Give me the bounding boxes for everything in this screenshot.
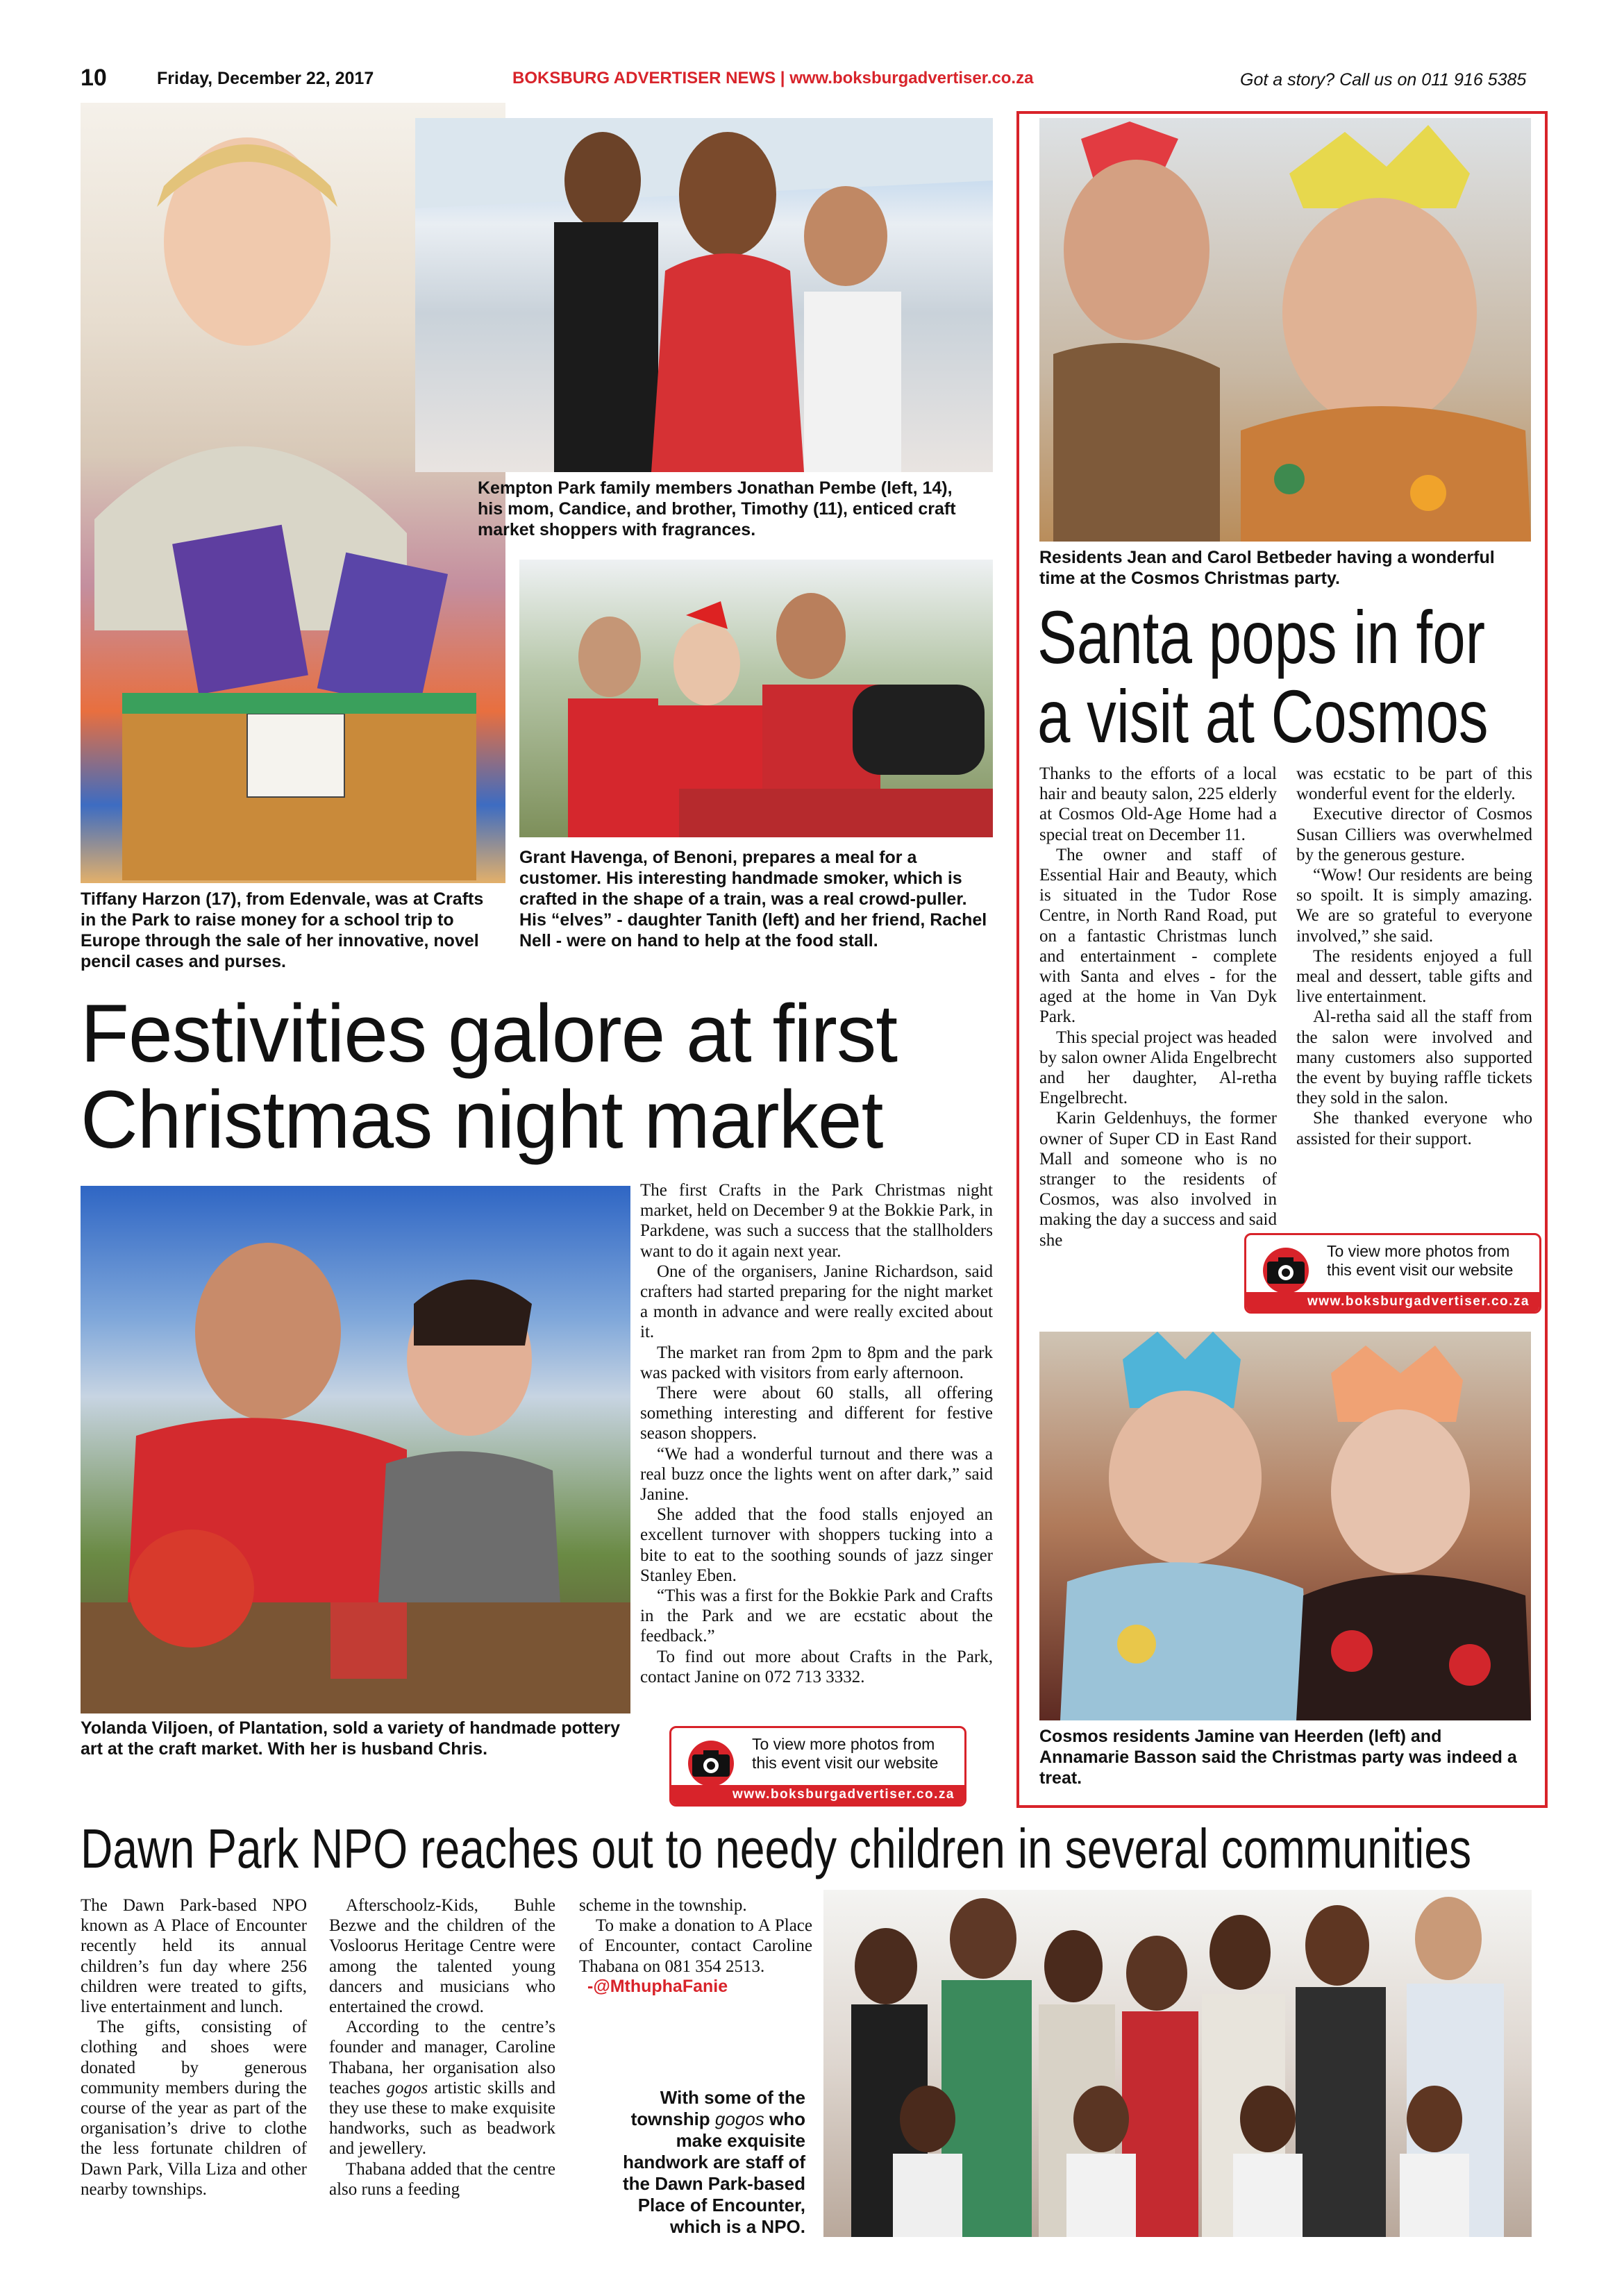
npo-col2-p2-b: artistic skills and they use these to make exquisite handworks, such as beadwork and jewellery. xyxy=(329,2078,556,2159)
caption-npo-b: who make exquisite handwork are staff of the Dawn Park-based Place of Encounter, which is a NPO. xyxy=(623,2109,805,2237)
santa-col1-p2: The owner and staff of Essential Hair and Beauty, which is situated in the Tudor Rose Centre, in North Rand Road, put on a fantastic Christmas lunch and entertainment - complete with Santa and elves - for the aged at the home in Van Dyk Park. xyxy=(1039,845,1277,1027)
photo-viljoen xyxy=(81,1186,630,1713)
market-body-p4: There were about 60 stalls, all offering something interesting and different for festive season shoppers. xyxy=(640,1384,993,1443)
santa-col2-p5: Al-retha said all the staff from the salon were involved and many customers also supported the event by buying raffle tickets they sold in the salon. xyxy=(1296,1007,1532,1108)
market-body-p1: The first Crafts in the Park Christmas night market, held on December 9 at the Bokkie Park, in Parkdene, was such a success that the stallholders want to do it again next year. xyxy=(640,1181,993,1261)
masthead: BOKSBURG ADVERTISER NEWS | www.boksburgadvertiser.co.za xyxy=(512,69,1034,87)
caption-cosmos-residents: Cosmos residents Jamine van Heerden (left) and Annamarie Basson said the Christmas party was indeed a treat. xyxy=(1039,1727,1517,1788)
photo-residents-art xyxy=(1039,1332,1531,1720)
npo-col2-p2-a: According to the centre’s founder and manager, Caroline Thabana, her organisation also teaches xyxy=(329,2018,555,2097)
header-tagline: Got a story? Call us on 011 916 5385 xyxy=(1240,70,1527,90)
market-body-p3: The market ran from 2pm to 8pm and the park was packed with visitors from early afternoon. xyxy=(640,1343,993,1382)
market-body-p5: “We had a wonderful turnout and there was a real buzz once the lights went on after dark,” said Janine. xyxy=(640,1444,993,1505)
santa-col2-p1: was ecstatic to be part of this wonderful event for the elderly. xyxy=(1296,764,1532,804)
market-body-p8: To find out more about Crafts in the Park, contact Janine on 072 713 3332. xyxy=(640,1647,993,1686)
caption-betbeder: Residents Jean and Carol Betbeder having a wonderful time at the Cosmos Christmas party. xyxy=(1039,548,1495,588)
caption-pembe: Kempton Park family members Jonathan Pembe (left, 14), his mom, Candice, and brother, Timothy (11), enticed craft market shoppers with fragrances. xyxy=(478,478,956,539)
santa-col1-p3: This special project was headed by salon owner Alida Engelbrecht and her daughter, Al-retha Engelbrecht. xyxy=(1039,1028,1277,1108)
npo-col2 xyxy=(329,1895,555,2199)
photo-havenga-art xyxy=(519,560,993,837)
santa-photo-promo[interactable] xyxy=(1244,1233,1541,1314)
npo-col1 xyxy=(81,1895,307,2199)
npo-col1-p2: The gifts, consisting of clothing and shoes were donated by generous community members during the course of the year as part of the organisation’s drive to clothe the less fortunate children of Dawn Park, Villa Liza and other nearby townships. xyxy=(81,2018,307,2199)
santa-col2 xyxy=(1296,764,1532,1149)
npo-col3-p2: To make a donation to A Place of Encounter, contact Caroline Thabana on 081 354 2513. xyxy=(579,1916,812,1976)
market-headline-line2: Christmas night market xyxy=(81,1074,883,1166)
santa-col1-p1: Thanks to the efforts of a local hair and beauty salon, 225 elderly at Cosmos Old-Age Home had a special treat on December 11. xyxy=(1039,764,1277,844)
photo-cosmos-residents xyxy=(1039,1332,1531,1720)
santa-col2-p3: “Wow! Our residents are being so spoilt. It is simply amazing. We are so grateful to everyone involved,” she said. xyxy=(1296,866,1532,946)
caption-tiffany: Tiffany Harzon (17), from Edenvale, was at Crafts in the Park to raise money for a school trip to Europe through the sale of her innovative, novel pencil cases and purses. xyxy=(81,889,484,971)
npo-headline: Dawn Park NPO reaches out to needy children in several communities xyxy=(81,1818,1472,1879)
santa-promo-url[interactable]: www.boksburgadvertiser.co.za xyxy=(1246,1292,1539,1312)
santa-col2-p4: The residents enjoyed a full meal and dessert, table gifts and live entertainment. xyxy=(1296,946,1532,1007)
camera-icon xyxy=(683,1741,739,1786)
santa-headline-line1: Santa pops in for xyxy=(1037,595,1486,679)
photo-havenga xyxy=(519,560,993,837)
issue-date: Friday, December 22, 2017 xyxy=(157,69,374,88)
photo-viljoen-art xyxy=(81,1186,630,1713)
photo-npo-art xyxy=(823,1890,1532,2237)
santa-col1-p4: Karin Geldenhuys, the former owner of Super CD in East Rand Mall and someone who is no stranger to the residents of Cosmos, was also involved in making the day a success and said she xyxy=(1039,1109,1277,1250)
npo-col3-p1: scheme in the township. xyxy=(579,1896,747,1915)
santa-col2-p2: Executive director of Cosmos Susan Cilliers was overwhelmed by the generous gesture. xyxy=(1296,805,1532,864)
santa-col1 xyxy=(1039,764,1277,1250)
market-photo-promo[interactable] xyxy=(669,1726,966,1807)
npo-byline: -@MthuphaFanie xyxy=(587,1976,728,1996)
market-promo-text: To view more photos from this event visit our website xyxy=(752,1735,939,1772)
npo-col2-p2-em: gogos xyxy=(386,2078,428,2097)
npo-col2-p3: Thabana added that the centre also runs a feeding xyxy=(329,2159,555,2199)
caption-npo xyxy=(597,2087,805,2238)
market-body-p7: “This was a first for the Bokkie Park and Crafts in the Park and we are ecstatic about the feedback.” xyxy=(640,1586,993,1646)
market-headline-line1: Festivities galore at first xyxy=(81,988,898,1080)
photo-npo-staff xyxy=(823,1890,1532,2237)
photo-pembe-art xyxy=(415,118,993,472)
santa-col2-p6: She thanked everyone who assisted for their support. xyxy=(1296,1109,1532,1148)
caption-npo-a: With some of the township xyxy=(630,2087,805,2129)
npo-col3 xyxy=(579,1895,812,1997)
market-body-p6: She added that the food stalls enjoyed an excellent turnover with shoppers tucking into a bite to eat to the soothing sounds of jazz singer Stanley Eben. xyxy=(640,1505,993,1585)
market-body xyxy=(640,1180,993,1687)
caption-viljoen: Yolanda Viljoen, of Plantation, sold a variety of handmade pottery art at the craft market. With her is husband Chris. xyxy=(81,1718,620,1759)
market-body-p2: One of the organisers, Janine Richardson, said crafters had started preparing for the night market a month in advance and were really excited about it. xyxy=(640,1262,993,1342)
market-promo-url[interactable]: www.boksburgadvertiser.co.za xyxy=(671,1785,964,1804)
photo-pembe-family xyxy=(415,118,993,472)
camera-icon xyxy=(1257,1248,1314,1293)
page-number: 10 xyxy=(81,65,107,91)
npo-col2-p1: Afterschoolz-Kids, Buhle Bezwe and the children of the Vosloorus Heritage Centre were among the talented young dancers and musicians who entertained the crowd. xyxy=(329,1896,555,2017)
santa-headline-line2: a visit at Cosmos xyxy=(1037,674,1489,758)
caption-npo-em: gogos xyxy=(714,2109,764,2129)
npo-col1-p1: The Dawn Park-based NPO known as A Place of Encounter recently held its annual children’s fun day where 256 children were treated to gifts, live entertainment and lunch. xyxy=(81,1896,307,2017)
npo-col2-p2 xyxy=(329,2017,555,2159)
caption-havenga: Grant Havenga, of Benoni, prepares a meal for a customer. His interesting handmade smoker, which is crafted in the shape of a train, was a real crowd-puller. His “elves” - daughter Tanith (left) and her friend, Rachel Nell - were on hand to help at the food stall. xyxy=(519,848,987,950)
santa-promo-text: To view more photos from this event visit our website xyxy=(1327,1242,1514,1279)
